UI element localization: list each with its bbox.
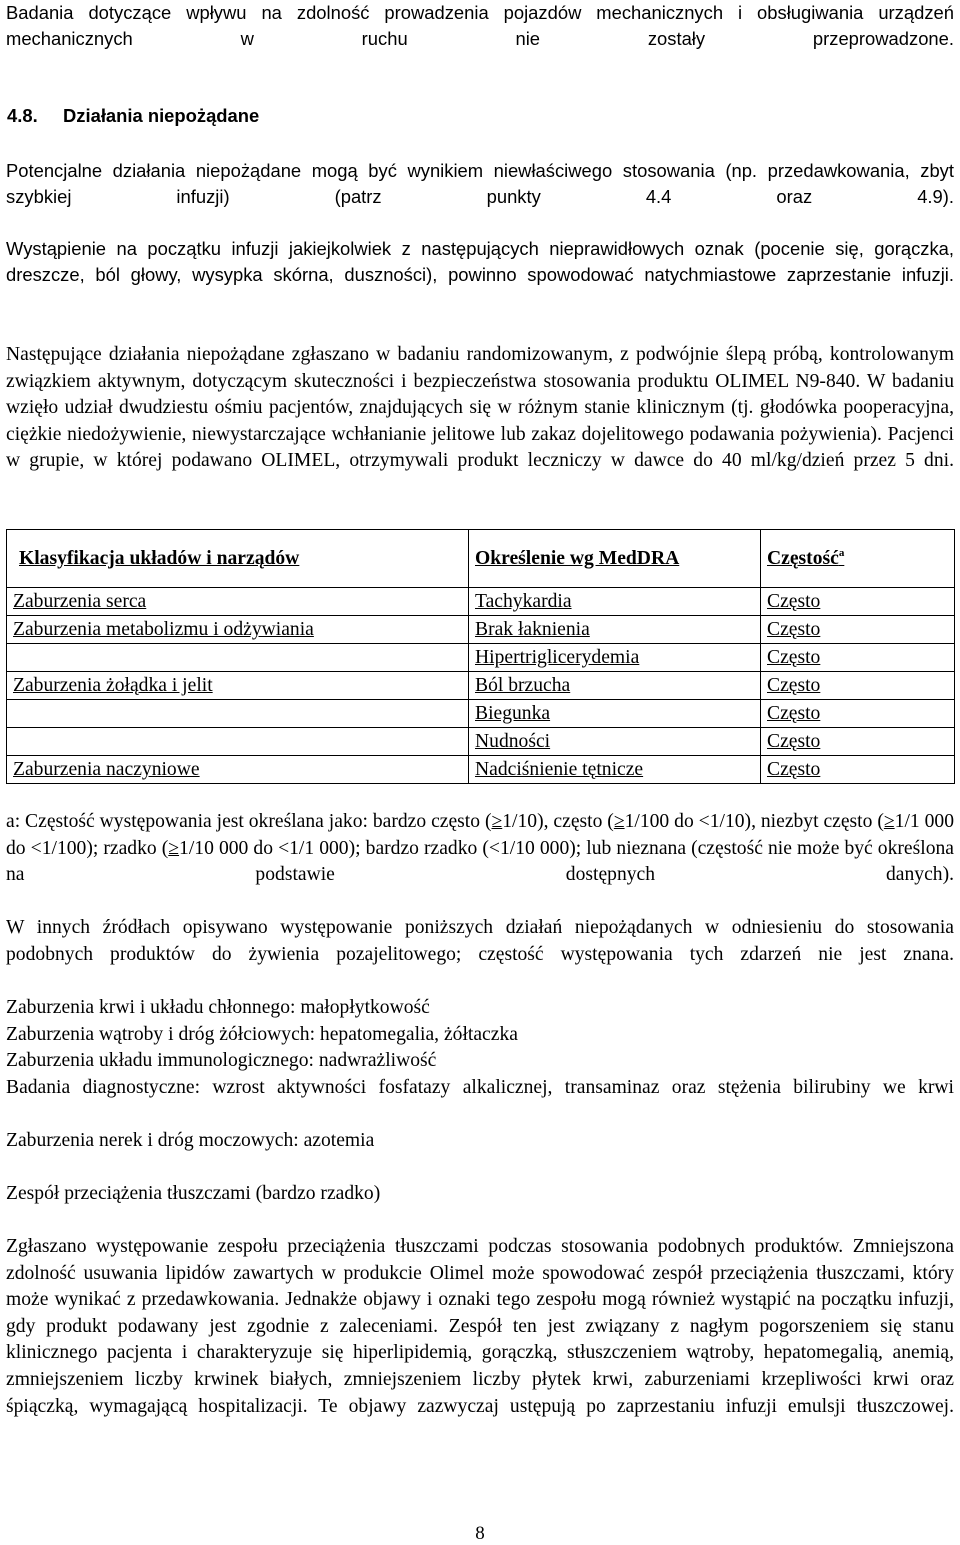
list-item: Badania diagnostyczne: wzrost aktywności fosfatazy alkalicznej, transaminaz oraz stężenia bilirubiny we krwi — [6, 1076, 954, 1098]
table-cell: Biegunka — [469, 700, 761, 728]
table-cell: Często — [761, 644, 955, 672]
table-cell — [7, 700, 469, 728]
section-heading — [7, 103, 259, 129]
table-cell: Brak łaknienia — [469, 616, 761, 644]
table-cell: Często — [761, 728, 955, 756]
table-cell: Ból brzucha — [469, 672, 761, 700]
list-item: Zaburzenia układu immunologicznego: nadwrażliwość — [6, 1050, 437, 1072]
fat-overload-title: Zespół przeciążenia tłuszczami (bardzo rzadko) — [6, 1183, 381, 1204]
table-row — [7, 700, 955, 728]
frequency-footnote: a: Częstość występowania jest określana jako: bardzo często (≥1/10), często (≥1/100 do <1/10), niezbyt często (≥1/1 000 do <1/100); rzadko (≥1/10 000 do <1/1 000); bardzo rzadko (<1/10 000); lub nieznana (częstość nie może być określona na podstawie dostępnych danych). — [6, 811, 954, 886]
header-meddra: Określenie wg MedDRA — [469, 530, 761, 588]
table-row — [7, 616, 955, 644]
list-item: Zaburzenia krwi i układu chłonnego: małopłytkowość — [6, 997, 430, 1018]
list-item: Zaburzenia wątroby i dróg żółciowych: hepatomegalia, żółtaczka — [6, 1023, 518, 1045]
table-cell: Zaburzenia metabolizmu i odżywiania — [7, 616, 469, 644]
table-cell: Często — [761, 616, 955, 644]
table-row — [7, 588, 955, 616]
table-cell: Nudności — [469, 728, 761, 756]
list-item: Zaburzenia nerek i dróg moczowych: azotemia — [6, 1129, 375, 1151]
table-cell: Zaburzenia serca — [7, 588, 469, 616]
infusion-signs-paragraph: Wystąpienie na początku infuzji jakiejkolwiek z następujących nieprawidłowych oznak (pocenie się, gorączka, dreszcze, ból głowy, wysypka skórna, duszności), powinno spowodować natychmiastowe zaprzestanie infuzji. — [6, 238, 954, 285]
adverse-reactions-table — [6, 529, 955, 784]
study-paragraph: Następujące działania niepożądane zgłaszano w badaniu randomizowanym, z podwójnie ślepą próbą, kontrolowanym związkiem aktywnym, dotyczącym skuteczności i bezpieczeństwa stosowania produktu OLIMEL N9-840. W badaniu wzięło udział dwudziestu ośmiu pacjentów, znajdujących się w różnym stanie klinicznym (tj. głodówka pooperacyjna, ciężkie niedożywienie, niewystarczające wchłanianie jelitowe lub zakaz dojelitowego podawania pożywienia). Pacjenci w grupie, w której podawano OLIMEL, otrzymywali produkt leczniczy w dawce do 40 ml/kg/dzień przez 5 dni. — [6, 344, 954, 472]
misuse-paragraph: Potencjalne działania niepożądane mogą być wynikiem niewłaściwego stosowania (np. przedawkowania, zbyt szybkiej infuzji) (patrz punkty 4.4 oraz 4.9). — [6, 160, 954, 207]
table-row — [7, 728, 955, 756]
table-cell: Nadciśnienie tętnicze — [469, 756, 761, 784]
table-cell: Zaburzenia naczyniowe — [7, 756, 469, 784]
header-frequency: Częstość$^a$ — [761, 530, 955, 588]
table-cell: Często — [761, 588, 955, 616]
table-header-row — [7, 530, 955, 588]
table-cell: Hipertriglicerydemia — [469, 644, 761, 672]
table-cell — [7, 728, 469, 756]
table-row — [7, 644, 955, 672]
table-row — [7, 672, 955, 700]
header-soc: Klasyfikacja układów i narządów — [7, 530, 469, 588]
fat-overload-paragraph: Zgłaszano występowanie zespołu przeciążenia tłuszczami podczas stosowania podobnych produktów. Zmniejszona zdolność usuwania lipidów zawartych w produkcie Olimel może spowodować zespół przeciążenia tłuszczami, który może wynikać z przedawkowania. Jednakże objawy i oznaki tego zespołu mogą również wystąpić na początku infuzji, gdy produkt podawany jest zgodnie z zaleceniami. Zespół ten jest związany z nagłym pogorszeniem się stanu klinicznego pacjenta i charakteryzuje się hiperlipidemią, gorączką, stłuszczeniem wątroby, hepatomegalią, anemią, zmniejszeniem liczby krwinek białych, zmniejszeniem liczby płytek krwi, zaburzeniami krzepliwości krwi oraz śpiączką, wymagającą hospitalizacji. Te objawy zazwyczaj ustępują po zaprzestaniu infuzji emulsji tłuszczowej. — [6, 1236, 954, 1417]
table-cell: Często — [761, 672, 955, 700]
driving-paragraph: Badania dotyczące wpływu na zdolność prowadzenia pojazdów mechanicznych i obsługiwania urządzeń mechanicznych w ruchu nie zostały przeprowadzone. — [6, 2, 954, 49]
table-cell — [7, 644, 469, 672]
section-title: Działania niepożądane — [63, 105, 260, 126]
table-cell: Często — [761, 700, 955, 728]
table-row — [7, 756, 955, 784]
table-cell: Zaburzenia żołądka i jelit — [7, 672, 469, 700]
table-cell: Tachykardia — [469, 588, 761, 616]
other-reactions-list — [6, 995, 954, 1155]
page-number: 8 — [475, 1523, 485, 1544]
section-number: 4.8. — [7, 105, 38, 126]
table-cell: Często — [761, 756, 955, 784]
other-sources-intro: W innych źródłach opisywano występowanie poniższych działań niepożądanych w odniesieniu do stosowania podobnych produktów do żywienia pozajelitowego; częstość występowania tych zdarzeń nie jest znana. — [6, 917, 954, 965]
footnote-marker: a — [838, 547, 845, 559]
